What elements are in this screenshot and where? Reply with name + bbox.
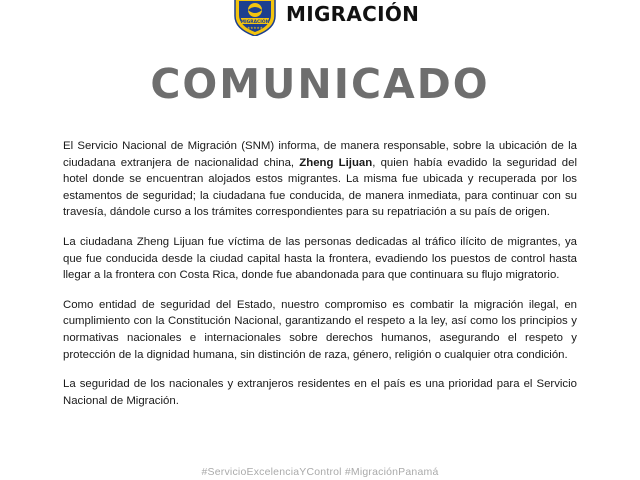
svg-text:MIGRACIÓN: MIGRACIÓN [240, 20, 270, 25]
paragraph-1: El Servicio Nacional de Migración (SNM) informa, de manera responsable, sobre la ubicación de la ciudadana extranjera de nacionalidad china, Zheng Lijuan, quien había evadido la seguridad del hotel donde se encuentran alojados estos migrantes. La misma fue ubicada y recuperada por los estamentos de seguridad; la ciudadana fue conducida, de manera inmediata, para continuar con su travesía, dándole curso a los trámites correspondientes para su repatriación a su país de origen. [63, 140, 577, 219]
header [0, 0, 640, 40]
migracion-shield-logo [231, 0, 279, 36]
hashtags-footer: #ServicioExcelenciaYControl #MigraciónPanamá [201, 466, 439, 478]
paragraph-2: La ciudadana Zheng Lijuan fue víctima de las personas dedicadas al tráfico ilícito de migrantes, ya que fue conducida desde la ciudad capital hasta la frontera, evadiendo los puestos de control hasta llegar a la frontera con Costa Rica, donde fue abandonada para que continuara su flujo migratorio. [63, 235, 577, 282]
communique-body [63, 138, 577, 422]
paragraph-3: Como entidad de seguridad del Estado, nuestro compromiso es combatir la migración ilegal, en cumplimiento con la Constitución Nacional, garantizando el respeto a la ley, así como los principios y normativas nacionales e internacionales sobre derechos humanos, asegurando el respeto y protección de la dignidad humana, sin distinción de raza, género, religión o cualquier otra condición. [63, 298, 577, 361]
page-title: COMUNICADO [150, 60, 490, 108]
person-name: Zheng Lijuan [299, 156, 373, 169]
paragraph-4: La seguridad de los nacionales y extranjeros residentes en el país es una prioridad para el Servicio Nacional de Migración. [63, 378, 577, 407]
svg-text:★★★★★: ★★★★★ [247, 26, 263, 30]
brand-name: MIGRACIÓN [286, 2, 420, 26]
